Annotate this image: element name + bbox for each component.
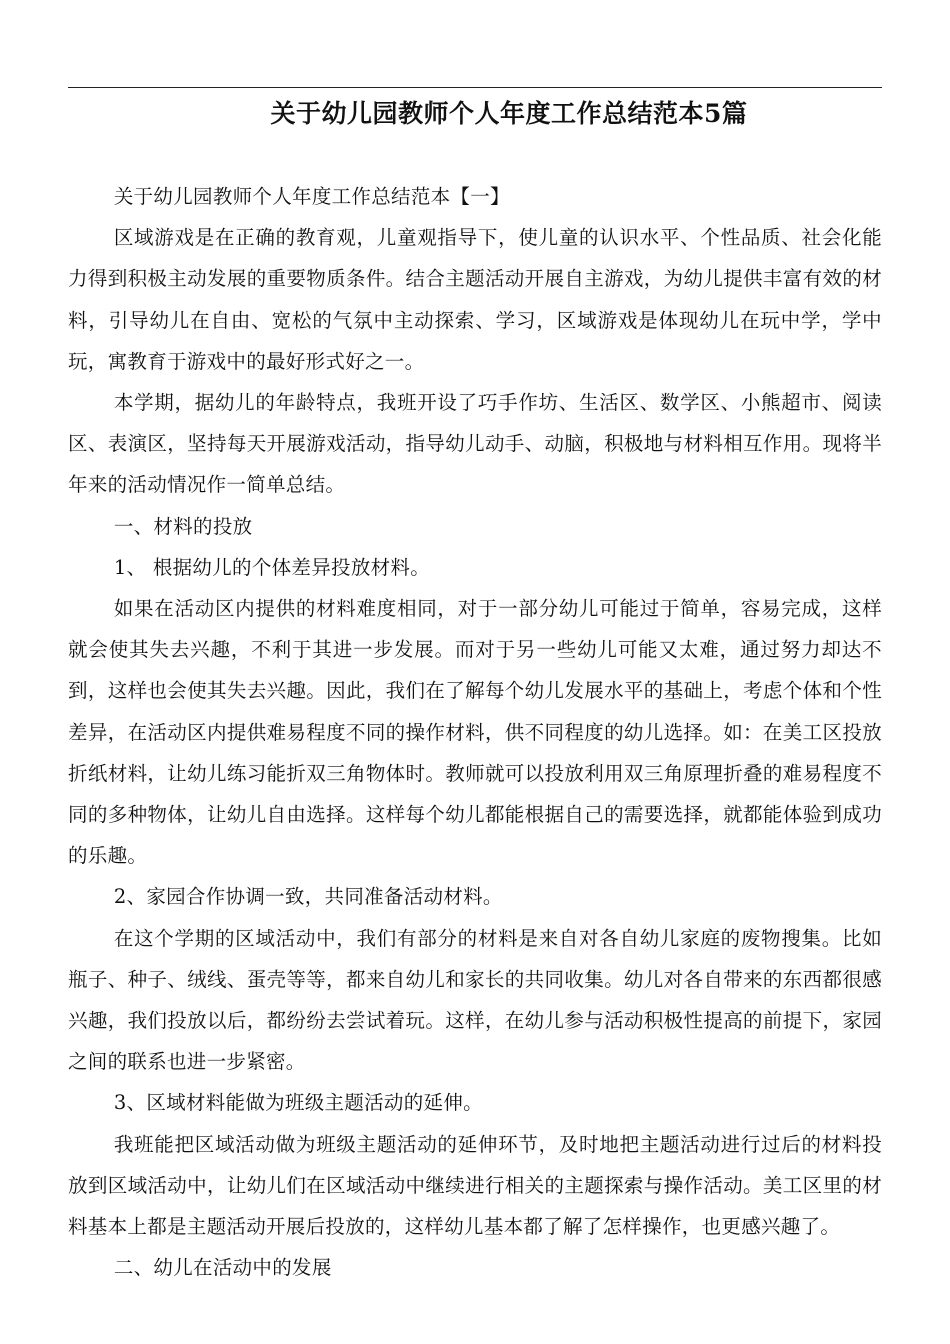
paragraph-collection: 在这个学期的区域活动中，我们有部分的材料是来自对各自幼儿家庭的废物搜集。比如瓶子、种子、绒线、蛋壳等等，都来自幼儿和家长的共同收集。幼儿对各自带来的东西都很感兴趣，我们投放以后，都纷纷去尝试着玩。这样，在幼儿参与活动积极性提高的前提下，家园之间的联系也进一步紧密。 <box>68 926 882 1074</box>
document-body <box>68 176 882 1288</box>
paragraph-extension: 我班能把区域活动做为班级主题活动的延伸环节，及时地把主题活动进行过后的材料投放到区域活动中，让幼儿们在区域活动中继续进行相关的主题探索与操作活动。美工区里的材料基本上都是主题活动开展后投放的，这样幼儿基本都了解了怎样操作，也更感兴趣了。 <box>68 1132 882 1239</box>
subheading-home-cooperation: 2、家园合作协调一致，共同准备活动材料。 <box>113 885 503 909</box>
heading-development: 二、幼儿在活动中的发展 <box>113 1256 332 1280</box>
paragraph-intro: 区域游戏是在正确的教育观，儿童观指导下，使儿童的认识水平、个性品质、社会化能力得到积极主动发展的重要物质条件。结合主题活动开展自主游戏，为幼儿提供丰富有效的材料，引导幼儿在自由、宽松的气氛中主动探索、学习，区域游戏是体现幼儿在玩中学，学中玩，寓教育于游戏中的最好形式好之一。 <box>68 226 882 373</box>
document-title: 关于幼儿园教师个人年度工作总结范本5篇 <box>270 99 748 128</box>
paragraph-semester: 本学期，据幼儿的年龄特点，我班开设了巧手作坊、生活区、数学区、小熊超市、阅读区、表演区，坚持每天开展游戏活动，指导幼儿动手、动脑，积极地与材料相互作用。现将半年来的活动情况作一简单总结。 <box>68 391 882 497</box>
paragraph-difficulty: 如果在活动区内提供的材料难度相同，对于一部分幼儿可能过于简单，容易完成，这样就会使其失去兴趣，不利于其进一步发展。而对于另一些幼儿可能又太难，通过努力却达不到，这样也会使其失去兴趣。因此，我们在了解每个幼儿发展水平的基础上，考虑个体和个性差异，在活动区内提供难易程度不同的操作材料，供不同程度的幼儿选择。如：在美工区投放折纸材料，让幼儿练习能折双三角物体时。教师就可以投放利用双三角原理折叠的难易程度不同的多种物体，让幼儿自由选择。这样每个幼儿都能根据自己的需要选择，就都能体验到成功的乐趣。 <box>68 597 882 868</box>
header-rule <box>68 87 882 88</box>
subheading-individual-differences: 1、 根据幼儿的个体差异投放材料。 <box>113 555 431 579</box>
heading-materials: 一、材料的投放 <box>113 514 253 538</box>
section-heading-part-one: 关于幼儿园教师个人年度工作总结范本【一】 <box>113 185 510 208</box>
subheading-theme-extension: 3、区域材料能做为班级主题活动的延伸。 <box>113 1091 483 1115</box>
